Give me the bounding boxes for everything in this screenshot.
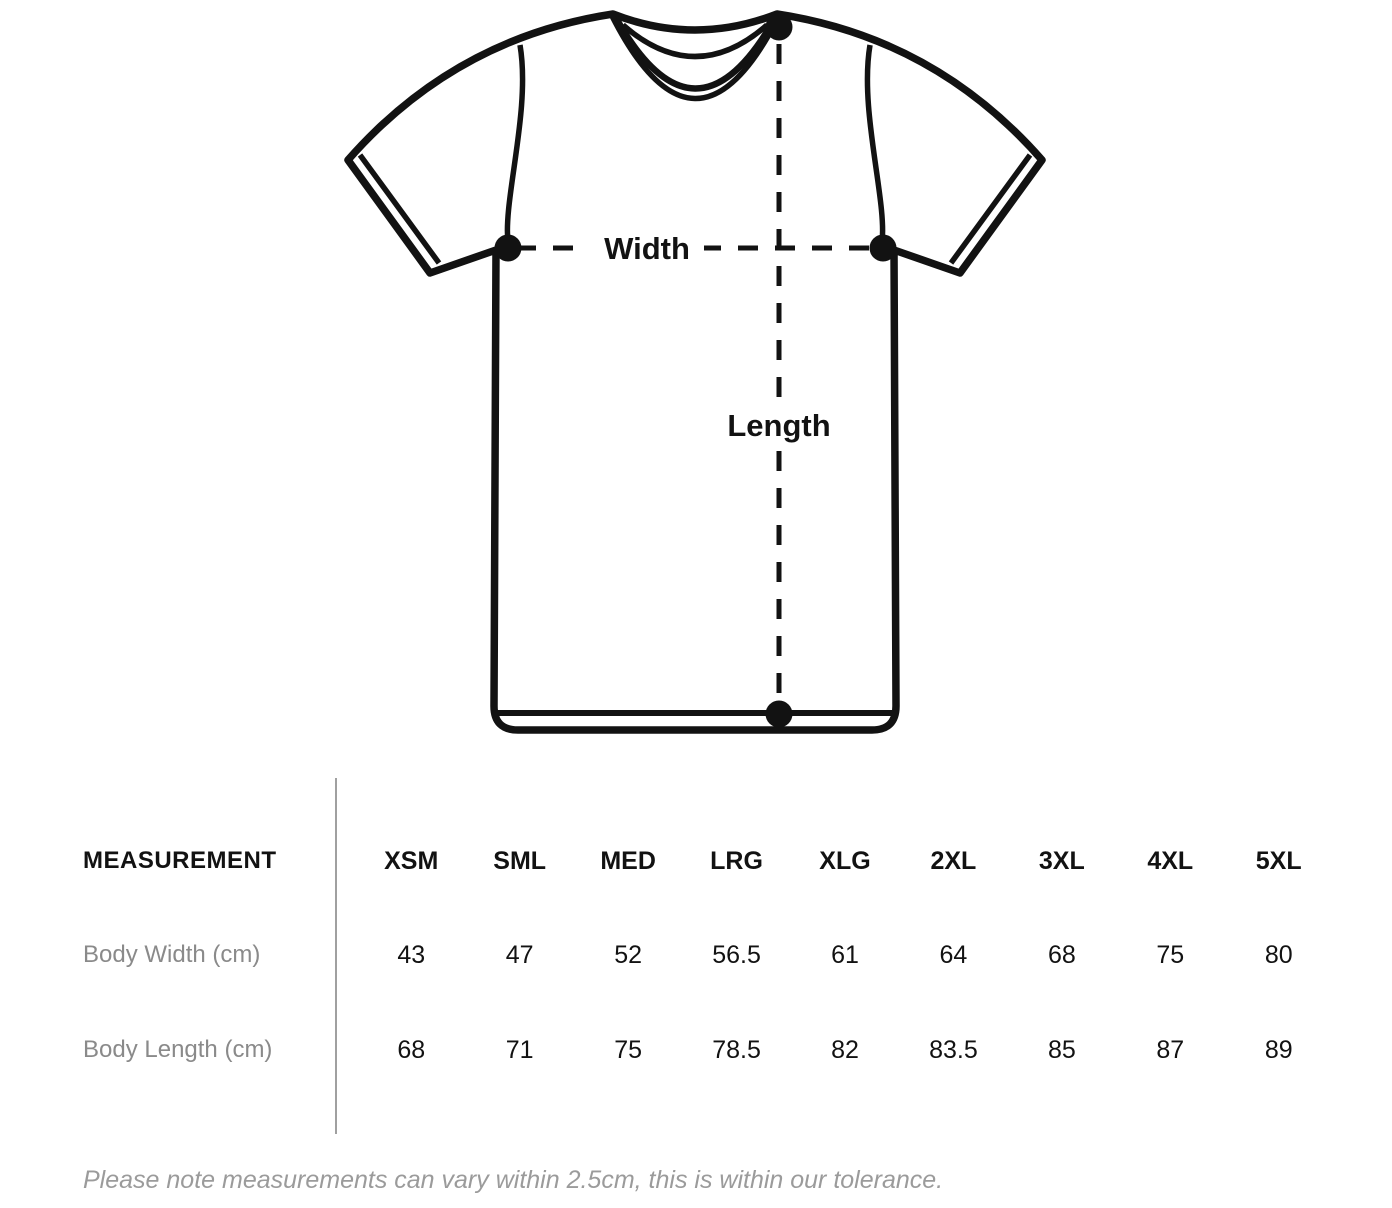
body-width-med: 52 — [614, 941, 642, 969]
tshirt-outline — [348, 14, 1042, 730]
body-length-xsm: 68 — [397, 1036, 426, 1064]
body-length-xlg: 82 — [831, 1036, 859, 1064]
length-label: Length — [727, 408, 831, 443]
table-header-row — [60, 845, 1334, 877]
body-width-cells — [357, 939, 1333, 971]
column-header-4xl: 4XL — [1147, 847, 1194, 875]
tolerance-note: Please note measurements can vary within 2.5cm, this is within our tolerance. — [83, 1166, 944, 1194]
column-header-lrg: LRG — [710, 847, 763, 875]
column-header-3xl: 3XL — [1038, 847, 1085, 875]
column-header-xlg: XLG — [819, 847, 871, 875]
body-length-4xl: 87 — [1156, 1036, 1185, 1064]
width-label: Width — [604, 231, 690, 266]
body-width-4xl: 75 — [1156, 941, 1185, 969]
left-armpit-dot — [495, 235, 522, 262]
body-width-xsm: 43 — [397, 941, 426, 969]
table-row-body-width — [60, 939, 1334, 971]
size-chart-table — [60, 778, 1334, 1134]
body-width-3xl: 68 — [1047, 941, 1076, 969]
neck-point-dot — [766, 14, 793, 41]
column-header-measurement: MEASUREMENT — [83, 847, 277, 874]
body-width-lrg: 56.5 — [712, 941, 761, 969]
body-width-5xl: 80 — [1264, 941, 1293, 969]
column-header-2xl: 2XL — [930, 847, 977, 875]
row-label-body-length: Body Length (cm) — [83, 1036, 273, 1063]
column-header-xsm: XSM — [384, 847, 439, 875]
body-length-2xl: 83.5 — [929, 1036, 978, 1064]
column-header-sml: SML — [493, 847, 547, 875]
row-label-body-width: Body Width (cm) — [83, 941, 261, 968]
body-length-lrg: 78.5 — [712, 1036, 761, 1064]
size-header-cells — [357, 845, 1333, 877]
body-length-med: 75 — [614, 1036, 642, 1064]
column-header-5xl: 5XL — [1255, 847, 1302, 875]
column-header-med: MED — [600, 847, 656, 875]
table-row-body-length — [60, 1034, 1334, 1066]
body-width-sml: 47 — [505, 941, 534, 969]
body-width-2xl: 64 — [939, 941, 968, 969]
body-length-3xl: 85 — [1047, 1036, 1076, 1064]
body-length-5xl: 89 — [1264, 1036, 1293, 1064]
body-width-xlg: 61 — [831, 941, 859, 969]
body-length-cells — [357, 1034, 1333, 1066]
body-length-sml: 71 — [505, 1036, 534, 1064]
right-armpit-dot — [870, 235, 897, 262]
hem-point-dot — [766, 701, 793, 728]
